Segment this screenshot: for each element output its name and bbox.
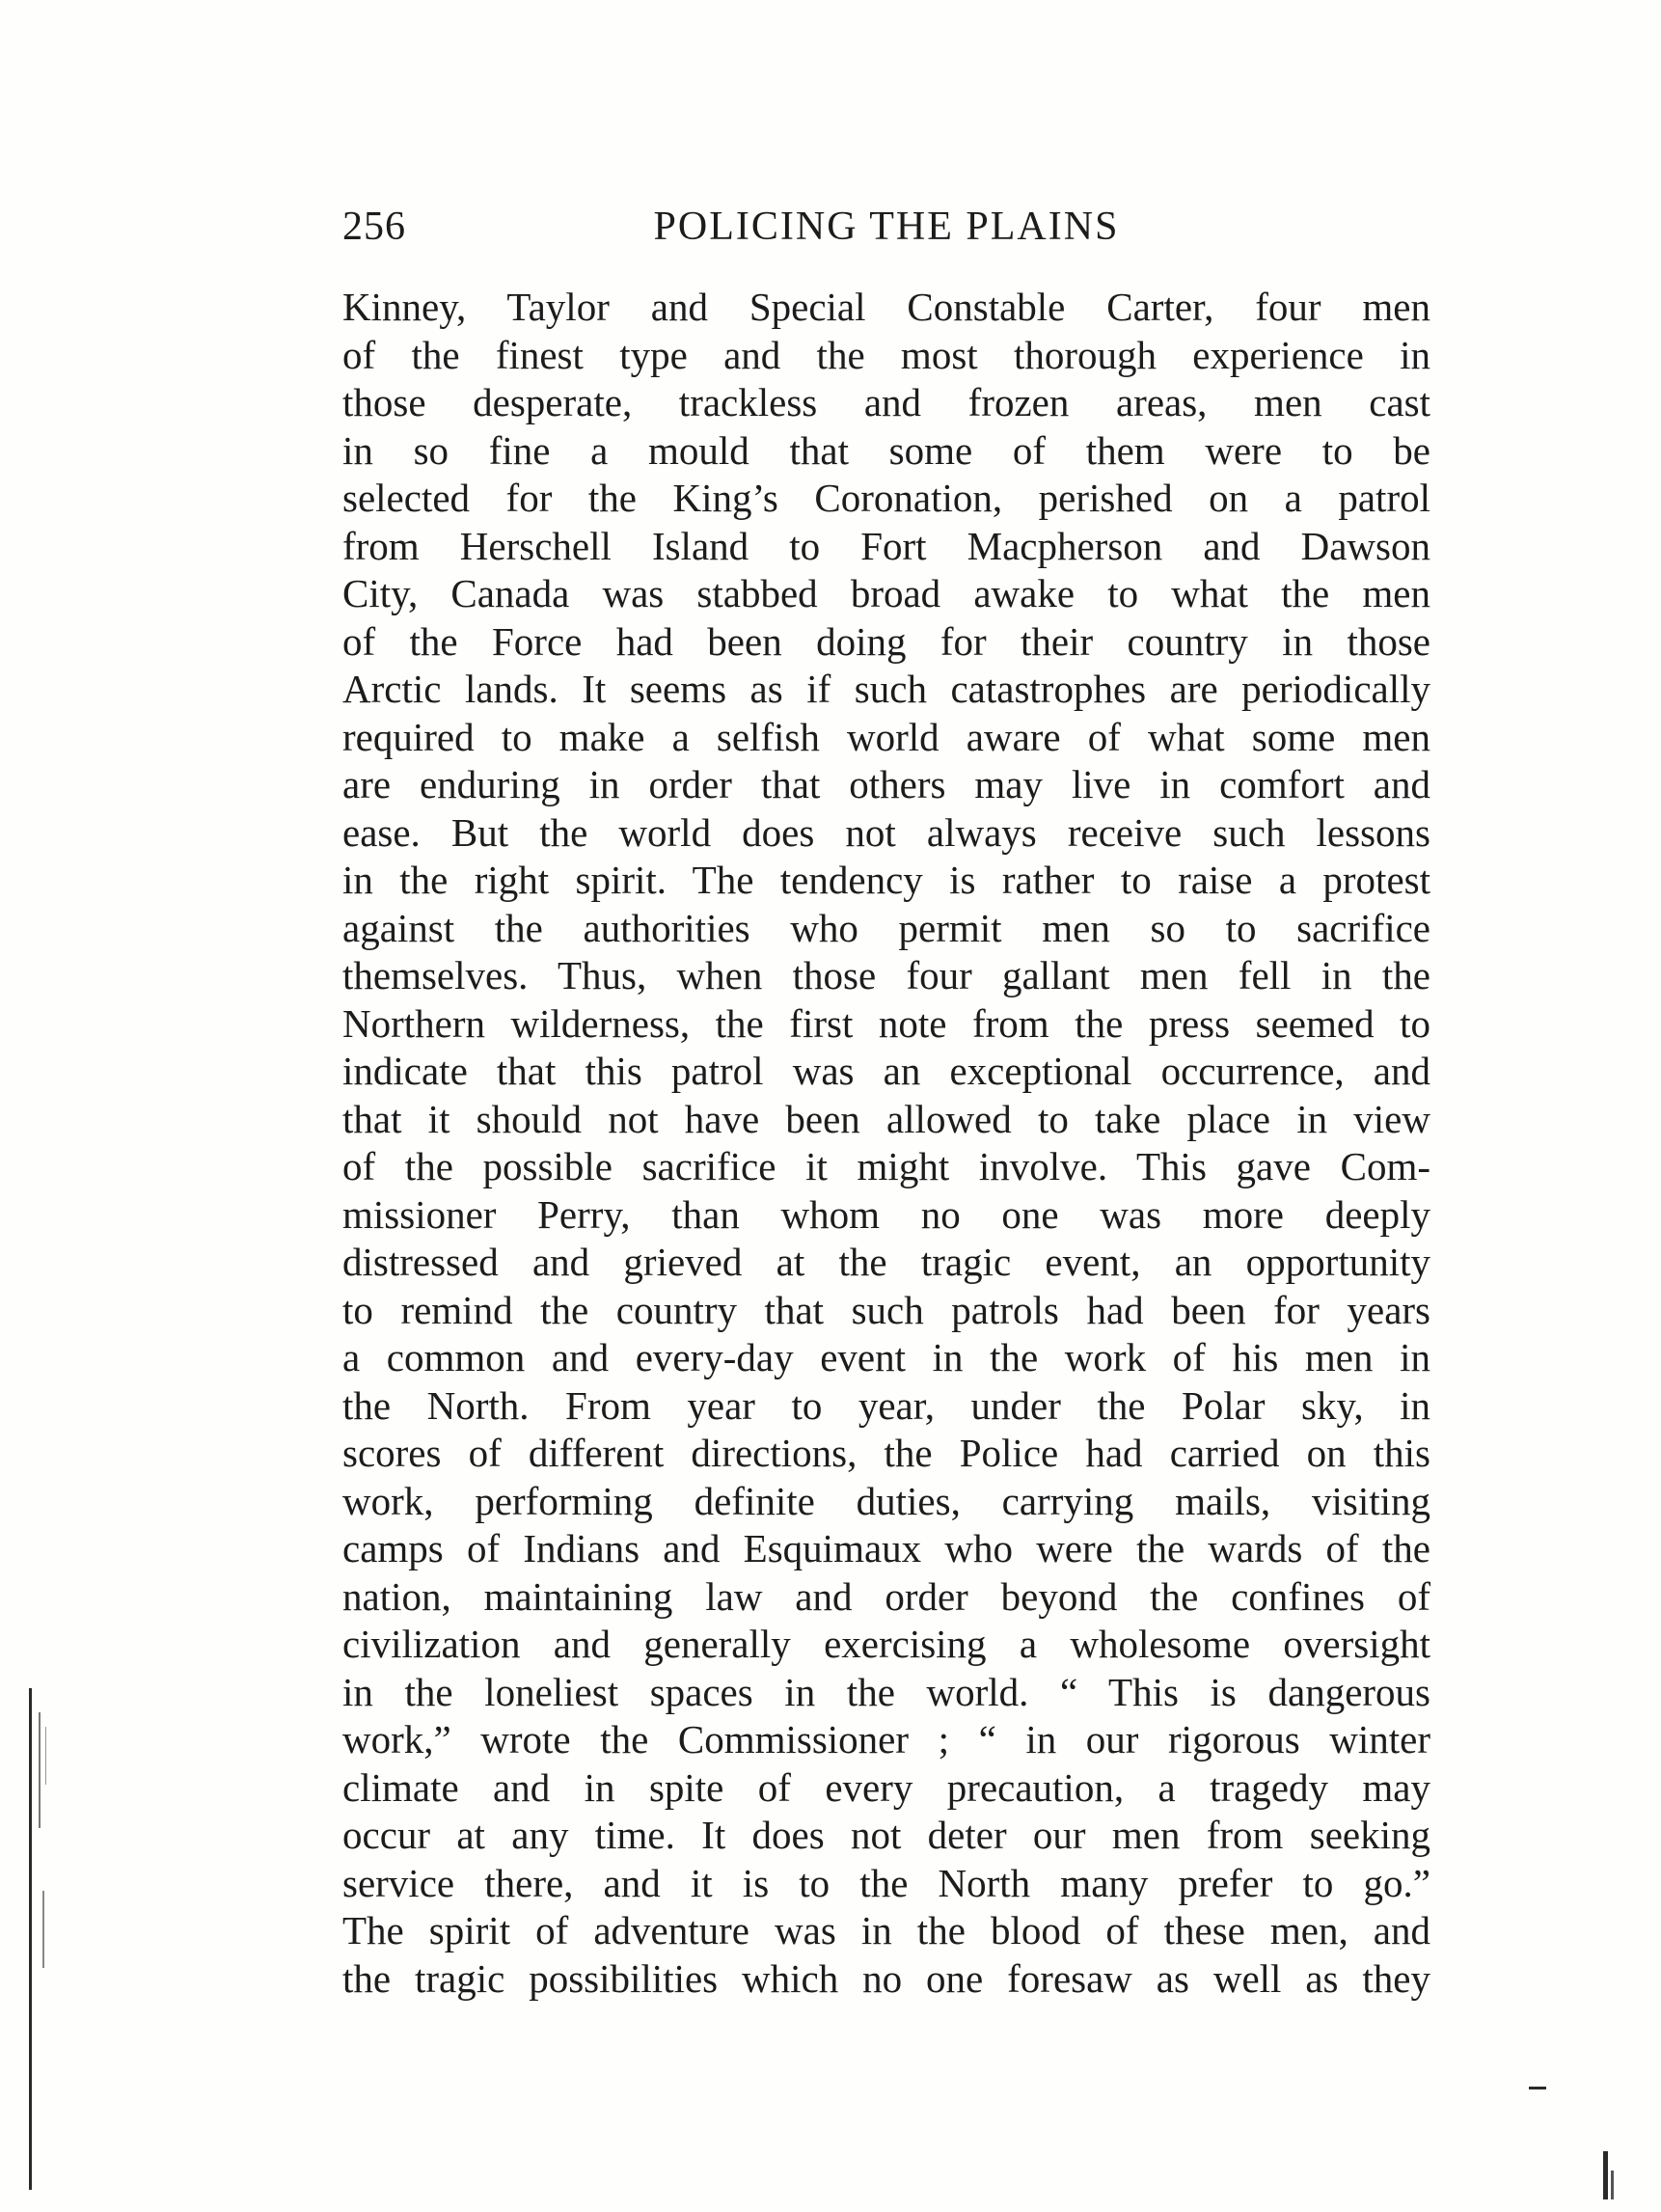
text-line: from Herschell Island to Fort Macpherson and Dawson — [342, 523, 1430, 568]
text-line: City, Canada was stabbed broad awake to what the men — [342, 571, 1430, 615]
scan-artifact-right-blot — [1603, 2151, 1608, 2199]
text-line: to remind the country that such patrols had been for years — [342, 1287, 1430, 1332]
text-line: of the finest type and the most thorough experience in — [342, 332, 1430, 377]
page-header — [342, 198, 1430, 256]
text-line: indicate that this patrol was an exceptional occurrence, and — [342, 1049, 1430, 1093]
text-line: are enduring in order that others may live in comfort and — [342, 762, 1430, 806]
text-line: those desperate, trackless and frozen areas, men cast — [342, 380, 1430, 424]
scan-artifact-left-tick — [42, 1891, 44, 1968]
text-line: missioner Perry, than whom no one was more deeply — [342, 1191, 1430, 1237]
text-line: in the right spirit. The tendency is rather to raise a protest — [342, 858, 1430, 902]
text-line: occur at any time. It does not deter our men from seeking — [342, 1813, 1430, 1857]
scan-artifact-left-bar — [29, 1688, 32, 2190]
text-line: work,” wrote the Commissioner ; “ in our rigorous winter — [342, 1717, 1430, 1761]
text-line: scores of different directions, the Police had carried on this — [342, 1431, 1430, 1475]
text-line: against the authorities who permit men so to sacrifice — [342, 905, 1430, 950]
text-line: civilization and generally exercising a wholesome oversight — [342, 1622, 1430, 1666]
text-line: service there, and it is to the North many prefer to go.” — [342, 1860, 1430, 1905]
scan-artifact-right-blot — [1611, 2171, 1614, 2199]
text-line: of the Force had been doing for their country in those — [342, 618, 1430, 664]
text-line: distressed and grieved at the tragic event, an opportunity — [342, 1240, 1430, 1284]
text-line: the tragic possibilities which no one foresaw as well as they — [342, 1955, 1430, 2001]
text-line: themselves. Thus, when those four gallant men fell in the — [342, 953, 1430, 997]
scan-artifact-left-tick — [45, 1727, 46, 1785]
page-number: 256 — [342, 205, 406, 249]
text-line: required to make a selfish world aware of what some men — [342, 714, 1430, 759]
scan-artifact-left-tick — [39, 1712, 41, 1828]
body-text — [342, 284, 1430, 2003]
text-line: work, performing definite duties, carrying mails, visiting — [342, 1478, 1430, 1523]
text-line: climate and in spite of every precaution, a tragedy may — [342, 1764, 1430, 1810]
running-title: POLICING THE PLAINS — [653, 205, 1120, 249]
text-line: the North. From year to year, under the Polar sky, in — [342, 1382, 1430, 1428]
text-line: selected for the King’s Coronation, perished on a patrol — [342, 476, 1430, 520]
text-line: nation, maintaining law and order beyond the confines of — [342, 1573, 1430, 1619]
scan-artifact-right-dash — [1529, 2087, 1546, 2089]
text-line: that it should not have been allowed to take place in view — [342, 1096, 1430, 1141]
text-line: in the loneliest spaces in the world. “ This is dangerous — [342, 1669, 1430, 1714]
text-line: of the possible sacrifice it might involve. This gave Com- — [342, 1144, 1430, 1188]
text-line: Kinney, Taylor and Special Constable Carter, four men — [342, 285, 1430, 329]
text-line: ease. But the world does not always receive such lessons — [342, 809, 1430, 855]
text-line: Arctic lands. It seems as if such catastrophes are periodically — [342, 667, 1430, 711]
text-line: The spirit of adventure was in the blood of these men, and — [342, 1908, 1430, 1953]
text-line: in so fine a mould that some of them were to be — [342, 427, 1430, 473]
text-line: Northern wilderness, the first note from the press seemed to — [342, 1000, 1430, 1046]
text-line: camps of Indians and Esquimaux who were the wards of the — [342, 1526, 1430, 1570]
text-line: a common and every-day event in the work of his men in — [342, 1335, 1430, 1379]
